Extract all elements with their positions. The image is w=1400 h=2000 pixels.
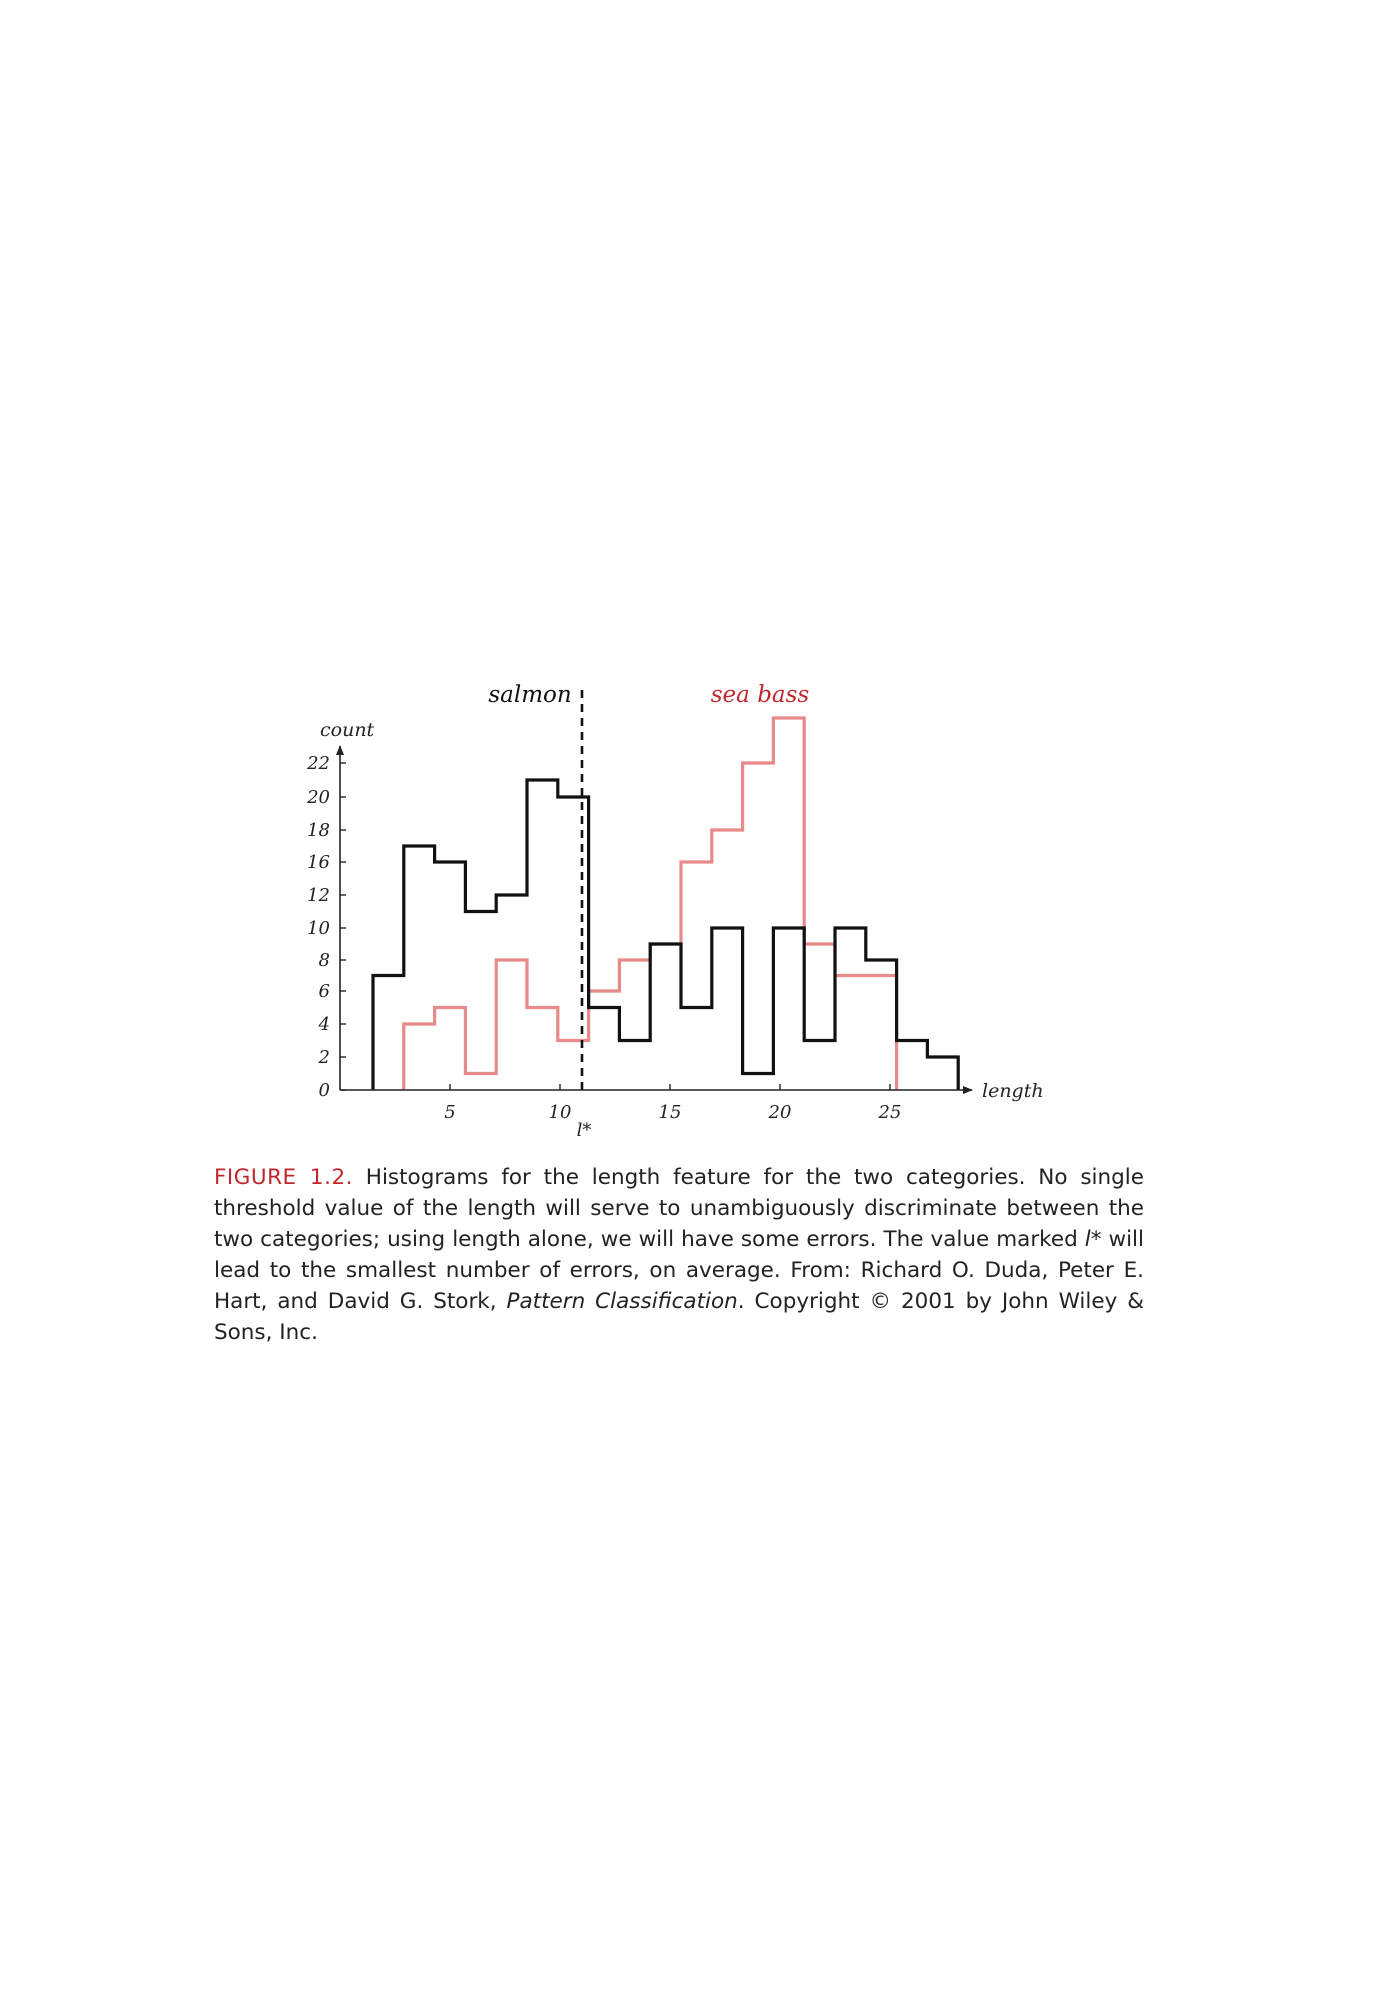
y-tick-label-10: 10 <box>307 918 330 939</box>
salmon-bin-5 <box>527 780 558 1090</box>
x-axis-label: length <box>982 1080 1044 1102</box>
y-tick-label-18: 18 <box>307 820 330 841</box>
caption-text-1: Histograms for the length feature for the two categories. No single threshold value of the length will serve to unambiguously discriminate between the two categories; using length alone, we will have some errors. The value marked <box>214 1165 1144 1252</box>
salmon-bin-12 <box>743 1074 774 1091</box>
y-tick-label-22: 22 <box>307 753 330 774</box>
figure-label: FIGURE 1.2. <box>214 1165 353 1190</box>
salmon-bin-18 <box>927 1057 958 1090</box>
salmon-bin-10 <box>681 1008 712 1091</box>
salmon-label: salmon <box>488 682 572 708</box>
salmon-histogram <box>373 780 958 1090</box>
salmon-bin-17 <box>897 1041 928 1091</box>
y-tick-label-16: 16 <box>307 852 330 873</box>
x-tick-label-15: 15 <box>658 1102 682 1123</box>
salmon-bin-2 <box>435 862 466 1090</box>
y-tick-label-2: 2 <box>318 1047 330 1068</box>
y-tick-label-8: 8 <box>318 950 330 971</box>
x-tick-label-25: 25 <box>878 1102 902 1123</box>
salmon-bin-4 <box>496 895 527 1090</box>
caption-text-2: will lead to the smallest number of errors, on average. From: Richard O. Duda, Peter E. Hart, and David G. Stork, <box>214 1227 1144 1314</box>
salmon-bin-7 <box>589 1008 620 1091</box>
x-tick-label-10: 10 <box>548 1102 572 1123</box>
salmon-bin-11 <box>712 928 743 1090</box>
y-tick-label-20: 20 <box>307 787 330 808</box>
salmon-bin-1 <box>404 846 435 1090</box>
salmon-bin-3 <box>465 912 496 1091</box>
y-tick-label-4: 4 <box>318 1014 330 1035</box>
sea-bass-bin-11 <box>743 763 774 1090</box>
caption-book-title: Pattern Classification <box>506 1289 738 1314</box>
sea-bass-label: sea bass <box>710 682 810 708</box>
caption-text-3: . Copyright © 2001 by John Wiley & Sons, Inc. <box>214 1289 1145 1345</box>
y-axis-label: count <box>320 719 375 741</box>
y-tick-label-12: 12 <box>307 885 330 906</box>
salmon-bin-9 <box>650 944 681 1090</box>
salmon-bin-6 <box>558 797 589 1090</box>
salmon-bin-8 <box>619 1041 650 1091</box>
threshold-label: l* <box>576 1120 592 1141</box>
salmon-bin-0 <box>373 976 404 1091</box>
salmon-bin-16 <box>866 960 897 1090</box>
x-tick-label-5: 5 <box>444 1102 456 1123</box>
x-tick-label-20: 20 <box>768 1102 792 1123</box>
salmon-bin-14 <box>804 1041 835 1091</box>
salmon-bin-15 <box>835 928 866 1090</box>
salmon-bin-13 <box>773 928 804 1090</box>
y-tick-label-6: 6 <box>318 981 330 1002</box>
caption-marker: l* <box>1084 1227 1102 1252</box>
figure-caption <box>214 1162 1144 1348</box>
y-tick-label-0: 0 <box>318 1080 330 1101</box>
